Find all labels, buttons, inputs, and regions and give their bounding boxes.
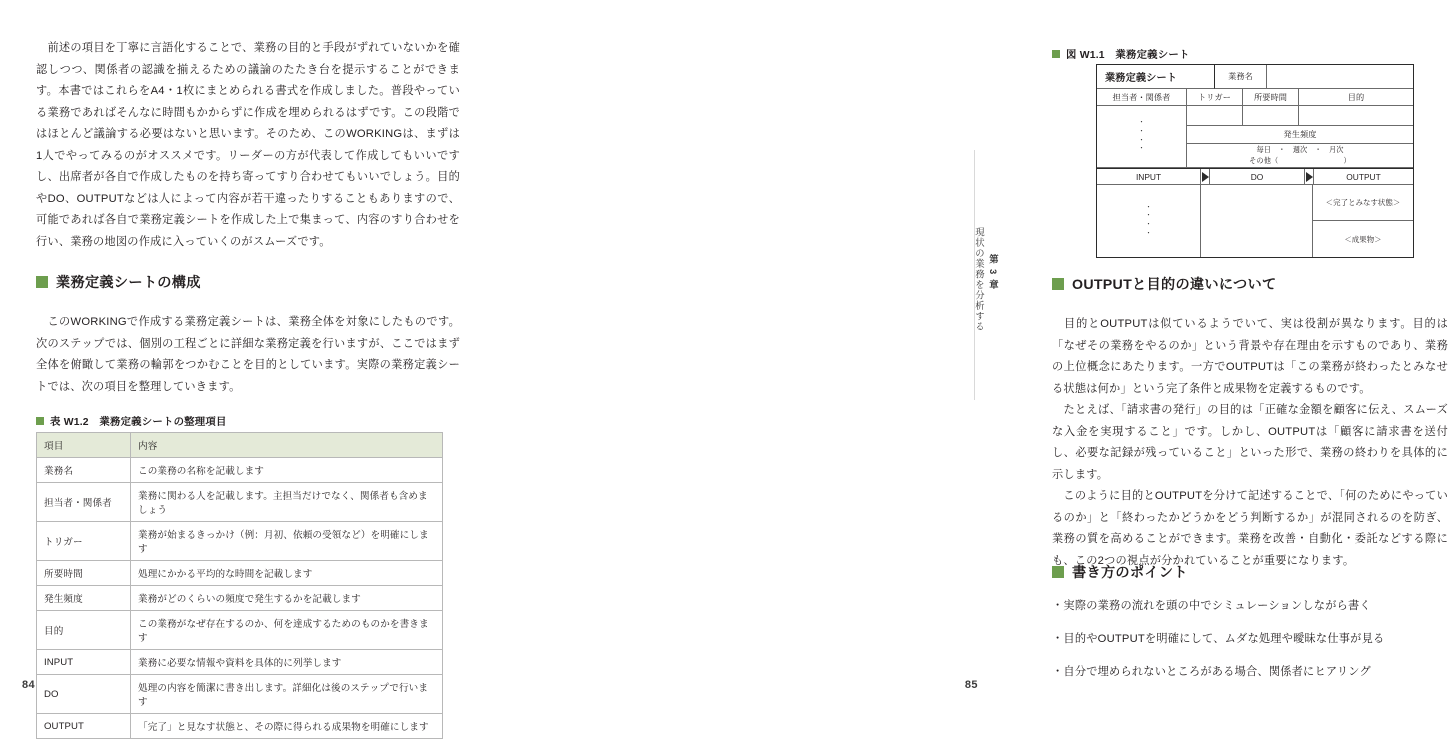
table-cell-item: 業務名 [37,458,131,483]
table-row [37,611,443,650]
figure-col-header: 担当者・関係者 [1097,89,1187,106]
chapter-title: 現状の業務を分析する [974,227,985,333]
table-row [37,586,443,611]
table-row [37,561,443,586]
table-cell-desc: この業務がなぜ存在するのか、何を達成するためのものかを書きます [131,611,443,650]
table-caption-block [36,413,460,428]
right-heading-1 [1052,274,1448,294]
table-cell-item: OUTPUT [37,714,131,739]
caption-square-icon [1052,50,1060,58]
figure-io-header-do: DO [1250,171,1264,182]
figure-title-row [1097,65,1413,89]
figure-frequency-values-row [1187,144,1413,168]
table-cell-desc: 業務が始まるきっかけ（例：月初、依頼の受領など）を明確にします [131,522,443,561]
figure-frequency-label-row [1187,126,1413,144]
heading-square-icon [1052,278,1064,290]
table-cell-item: 発生頻度 [37,586,131,611]
table-cell-desc: 業務がどのくらいの頻度で発生するかを記載します [131,586,443,611]
right-heading-2 [1052,562,1448,582]
left-paragraph-1: 前述の項目を丁寧に言語化することで、業務の目的と手段がずれていないかを確認しつつ、関係者の認識を揃えるための議論のたたき台を提示することができます。本書ではこれらをA4・1枚にまとめられる書式を作成しました。普段やっている業務であればそんなに時間もかからずに作成を埋められるはずです。この段階ではほとんど議論する必要はないと思います。そのため、このWORKINGは、まずは1人でやってみるのがオススメです。リーダーの方が代表して作成してもいいですし、出席者が各自で作成したものを持ち寄ってすり合わせてもいいでしょう。目的やDO、OUTPUTなどは人によって内容が若干違ったりすることもありますので、可能であれば各自で業務定義シートを作成した上で集まって、内容のすり合わせを行い、業務の地図の作成に入っていくのがスムーズです。 [36,42,460,248]
figure-blank-cell [1243,106,1299,126]
table-row [37,650,443,675]
figure-frequency-options: 毎日 ・ 週次 ・ 月次 [1256,145,1344,154]
items-table-wrap [36,432,442,739]
left-paragraph-2: このWORKINGで作成する業務定義シートは、業務全体を対象にしたものです。次のステップでは、個別の工程ごとに詳細な業務定義を行いますが、ここではまず全体を俯瞰して業務の輪郭をつかむことを目的としています。実際の業務定義シートでは、次の項目を整理していきます。 [36,316,460,393]
figure-col-header: トリガー [1187,89,1243,106]
table-cell-item: 担当者・関係者 [37,483,131,522]
table-header-cell: 内容 [131,433,443,458]
table-row [37,483,443,522]
figure-caption-text: 図 W1.1 業務定義シート [1066,50,1190,61]
left-paragraph-1-block [36,38,460,253]
figure-io-header-row [1097,168,1413,185]
figure-dots-cell: ・ ・ ・ ・ [1097,106,1187,168]
figure-do-area [1201,185,1313,257]
right-paragraph-2: たとえば、「請求書の発行」の目的は「正確な金額を顧客に伝え、スムーズな入金を実現すること」です。しかし、OUTPUTは「顧客に請求書を送付し、必要な記録が残っていること」といった形で、業務の終わりを具体的に示します。 [1052,404,1448,481]
heading-square-icon [1052,566,1064,578]
table-row [37,714,443,739]
figure-title: 業務定義シート [1097,65,1215,89]
figure-column-header-row [1097,89,1413,106]
arrow-right-icon [1202,172,1209,182]
table-row [37,522,443,561]
figure-blank-cell [1187,106,1243,126]
figure-input-dots: ・ ・ ・ ・ [1097,185,1201,257]
worksheet-figure [1096,64,1416,258]
right-paragraph-1: 目的とOUTPUTは似ているようでいて、実は役割が異なります。目的は「なぜその業務をやるのか」という背景や存在理由を示すものであり、業務の上位概念にあたります。一方でOUTPUTは「この業務が終わったとみなせる状態は何か」という完了条件と成果物を定義するものです。 [1052,318,1448,395]
table-cell-item: 目的 [37,611,131,650]
figure-io-header-output: OUTPUT [1346,171,1381,182]
arrow-right-icon [1306,172,1313,182]
left-heading-1 [36,272,460,292]
right-heading-1-text: OUTPUTと目的の違いについて [1072,277,1277,293]
list-item: ・自分で埋められないところがある場合、関係者にヒアリング [1052,665,1371,678]
figure-gyoumumei-value [1267,65,1413,89]
table-cell-desc: 業務に関わる人を記載します。主担当だけでなく、関係者も含めましょう [131,483,443,522]
figure-io-header-input: INPUT [1135,171,1162,182]
table-cell-desc: 処理にかかる平均的な時間を記載します [131,561,443,586]
page-number-right: 85 [964,679,978,691]
table-cell-desc: この業務の名称を記載します [131,458,443,483]
figure-io-body-row [1097,185,1413,257]
figure-body-row [1097,106,1413,168]
right-heading-2-text: 書き方のポイント [1072,565,1188,581]
left-heading-1-text: 業務定義シートの構成 [56,275,201,291]
right-page [500,0,1448,709]
list-item: ・実際の業務の流れを頭の中でシミュレーションしながら書く [1052,600,1371,612]
list-item: ・目的やOUTPUTを明確にして、ムダな処理や曖昧な仕事が見る [1052,632,1385,645]
table-cell-item: トリガー [37,522,131,561]
items-table [36,432,443,739]
heading-square-icon [36,276,48,288]
figure-frequency-label: 発生頻度 [1187,126,1413,144]
table-row [37,675,443,714]
figure-output-note-1: ＜完了とみなす状態＞ [1313,185,1413,221]
table-cell-desc: 「完了」と見なす状態と、その際に得られる成果物を明確にします [131,714,443,739]
points-list [1052,598,1448,697]
table-caption-text: 表 W1.2 業務定義シートの整理項目 [50,417,227,428]
table-header-row [37,433,443,458]
table-cell-desc: 業務に必要な情報や資料を具体的に列挙します [131,650,443,675]
caption-square-icon [36,417,44,425]
figure-output-note-2: ＜成果物＞ [1344,234,1382,244]
page-number-left: 84 [22,679,36,691]
table-cell-item: 所要時間 [37,561,131,586]
figure-frequency-values [1187,144,1413,168]
right-paragraph-3: このように目的とOUTPUTを分けて記述することで、「何のためにやっているのか」と「終わったかどうかをどう判断するか」が混同されるのを防ぎ、業務の質を高めることができます。業務を改善・自動化・委託などする際にも、この2つの視点が分かれていることが重要になります。 [1052,490,1448,567]
figure-blank-cell [1299,106,1413,126]
table-cell-desc: 処理の内容を簡潔に書き出します。詳細化は後のステップで行います [131,675,443,714]
table-row [37,458,443,483]
figure-frequency-other: その他（ ） [1249,156,1351,165]
right-text-block [1052,314,1448,572]
table-header-cell: 項目 [37,433,131,458]
table-cell-item: DO [37,675,131,714]
figure-blank-row [1187,106,1413,126]
table-cell-item: INPUT [37,650,131,675]
chapter-side-tab [974,150,1000,400]
figure-col-header: 所要時間 [1243,89,1299,106]
chapter-number: 第 3 章 [988,253,999,291]
figure-gyoumumei-label: 業務名 [1215,65,1267,89]
left-paragraph-2-block [36,312,460,398]
figure-col-header: 目的 [1299,89,1413,106]
left-page [0,0,500,733]
figure-caption-block [1052,46,1432,61]
